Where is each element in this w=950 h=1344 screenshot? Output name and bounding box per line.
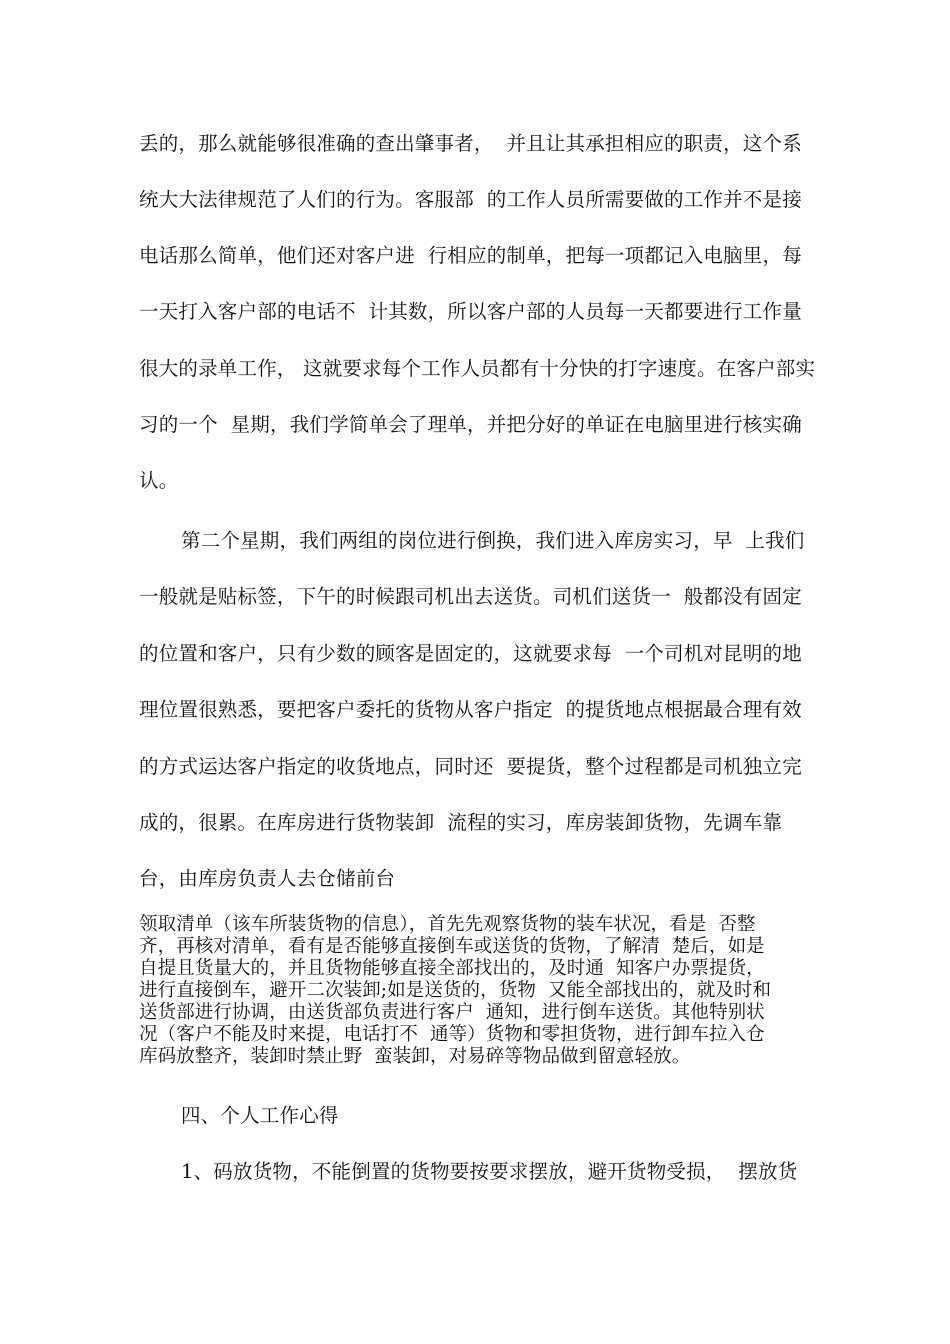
- paragraph-3-line-5: 送货部进行协调，由送货部负责进行客户 通知，进行倒车送货。其他特别状: [139, 1002, 765, 1023]
- paragraph-2-line-7: 台，由库房负责人去仓储前台: [139, 867, 396, 890]
- paragraph-3-line-1: 领取清单（该车所装货物的信息），首先先观察货物的装车状况，看是 否整: [139, 914, 756, 935]
- paragraph-1-line-3: 电话那么简单，他们还对客户进 行相应的制单，把每一项都记入电脑里，每: [139, 244, 802, 267]
- paragraph-2-line-2: 一般就是贴标签，下午的时候跟司机出去送货。司机们送货一 般都没有固定: [139, 585, 802, 608]
- paragraph-2-line-6: 成的，很累。在库房进行货物装卸 流程的实习，库房装卸货物，先调车靠: [139, 811, 783, 834]
- paragraph-2-line-4: 理位置很熟悉，要把客户委托的货物从客户指定 的提货地点根据最合理有效: [139, 698, 802, 721]
- list-item-1: 1、码放货物，不能倒置的货物要按要求摆放，避开货物受损， 摆放货: [181, 1160, 798, 1183]
- paragraph-2-line-1: 第二个星期，我们两组的岗位进行倒换，我们进入库房实习，早 上我们: [181, 529, 805, 552]
- paragraph-1-line-6: 习的一个 星期，我们学简单会了理单，并把分好的单证在电脑里进行核实确: [139, 413, 802, 436]
- paragraph-3-line-4: 进行直接倒车，避开二次装卸;如是送货的，货物 又能全部找出的，就及时和: [139, 980, 772, 1001]
- paragraph-1-line-4: 一天打入客户部的电话不 计其数，所以客户部的人员每一天都要进行工作量: [139, 300, 802, 323]
- paragraph-3-line-2: 齐，再核对清单，看有是否能够直接倒车或送货的货物，了解清 楚后，如是: [139, 936, 765, 957]
- paragraph-1-line-5: 很大的录单工作， 这就要求每个工作人员都有十分快的打字速度。在客户部实: [139, 357, 816, 380]
- paragraph-1-line-2: 统大大法律规范了人们的行为。客服部 的工作人员所需要做的工作并不是接: [139, 188, 802, 211]
- paragraph-3-line-7: 库码放整齐，装卸时禁止野 蛮装卸，对易碎等物品做到留意轻放。: [139, 1046, 691, 1067]
- paragraph-3-line-3: 自提且货量大的，并且货物能够直接全部找出的，及时通 知客户办票提货，: [139, 958, 765, 979]
- paragraph-2-line-3: 的位置和客户，只有少数的顾客是固定的，这就要求每 一个司机对昆明的地: [139, 642, 802, 665]
- paragraph-1-line-7: 认。: [139, 469, 179, 492]
- paragraph-1-line-1: 丢的，那么就能够很准确的查出肇事者， 并且让其承担相应的职责，这个系: [139, 132, 802, 155]
- section-heading: 四、个人工作心得: [181, 1104, 339, 1127]
- paragraph-2-line-5: 的方式运达客户指定的收货地点，同时还 要提货，整个过程都是司机独立完: [139, 755, 802, 778]
- paragraph-3-line-6: 况（客户不能及时来提，电话打不 通等）货物和零担货物，进行卸车拉入仓: [139, 1024, 765, 1045]
